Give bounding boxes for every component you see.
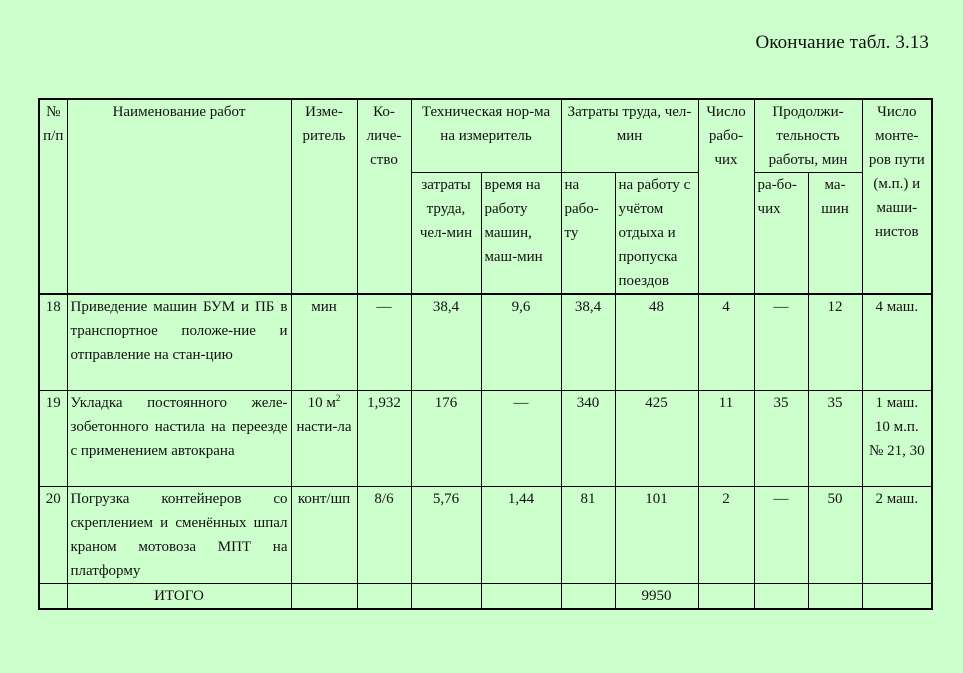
total-num-cell	[39, 583, 67, 609]
table-row	[39, 294, 932, 390]
row-dur-machines: 50	[808, 486, 862, 583]
row-measure-value: 10 м	[307, 394, 336, 411]
header-labor-rest: на работу с учётом отдыха и пропуска поездов	[615, 173, 698, 295]
row-dur-machines: 35	[808, 390, 862, 486]
row-num: 18	[39, 294, 67, 390]
header-labor-work: на рабо-ту	[561, 173, 615, 295]
header-measure: Изме-ритель	[291, 99, 357, 294]
row-labor-work: 340	[561, 390, 615, 486]
header-name: Наименование работ	[67, 99, 291, 294]
table-row	[39, 390, 932, 486]
row-crew-numbers: № 21, 30	[869, 442, 925, 459]
header-dur-machines: ма-шин	[808, 173, 862, 295]
row-tech-machine: 1,44	[481, 486, 561, 583]
total-row	[39, 583, 932, 609]
total-empty-cell	[808, 583, 862, 609]
row-workers: 11	[698, 390, 754, 486]
row-tech-labor: 5,76	[411, 486, 481, 583]
row-measure: мин	[291, 294, 357, 390]
row-name: Приведение машин БУМ и ПБ в транспортное положе-ние и отправление на стан-цию	[67, 294, 291, 390]
row-crew-workers: 10 м.п.	[874, 418, 919, 435]
row-dur-workers: —	[754, 486, 808, 583]
row-name: Укладка постоянного желе-зобетонного настила на переезде с применением автокрана	[67, 390, 291, 486]
row-num: 20	[39, 486, 67, 583]
total-empty-cell	[754, 583, 808, 609]
row-crew	[862, 390, 932, 486]
header-tech-labor: затраты труда, чел-мин	[411, 173, 481, 295]
row-labor-rest: 425	[615, 390, 698, 486]
row-dur-machines: 12	[808, 294, 862, 390]
header-tech-machine: время на работу машин, маш-мин	[481, 173, 561, 295]
row-tech-machine: —	[481, 390, 561, 486]
total-empty-cell	[357, 583, 411, 609]
row-crew: 4 маш.	[862, 294, 932, 390]
header-crew: Число монте-ров пути (м.п.) и маши-нистов	[862, 99, 932, 294]
row-labor-rest: 101	[615, 486, 698, 583]
total-empty-cell	[291, 583, 357, 609]
table-caption: Окончание табл. 3.13	[755, 32, 929, 53]
total-empty-cell	[862, 583, 932, 609]
row-crew-machinists: 1 маш.	[875, 394, 919, 411]
row-measure-unit: насти-ла	[296, 418, 352, 435]
header-dur-workers: ра-бо-чих	[754, 173, 808, 295]
row-measure	[291, 390, 357, 486]
row-tech-machine: 9,6	[481, 294, 561, 390]
table-row	[39, 486, 932, 583]
total-empty-cell	[411, 583, 481, 609]
row-qty: 1,932	[357, 390, 411, 486]
total-empty-cell	[481, 583, 561, 609]
row-workers: 4	[698, 294, 754, 390]
row-num: 19	[39, 390, 67, 486]
total-label: ИТОГО	[67, 583, 291, 609]
row-tech-labor: 176	[411, 390, 481, 486]
row-labor-work: 81	[561, 486, 615, 583]
total-empty-cell	[561, 583, 615, 609]
row-labor-rest: 48	[615, 294, 698, 390]
header-tech-norm: Техническая нор-ма на измеритель	[411, 99, 561, 173]
row-crew: 2 маш.	[862, 486, 932, 583]
total-labor-rest: 9950	[615, 583, 698, 609]
header-num: № п/п	[39, 99, 67, 294]
row-labor-work: 38,4	[561, 294, 615, 390]
row-measure: конт/шп	[291, 486, 357, 583]
row-qty: 8/6	[357, 486, 411, 583]
row-measure-sup: 2	[335, 392, 341, 403]
row-qty: —	[357, 294, 411, 390]
total-empty-cell	[698, 583, 754, 609]
row-dur-workers: 35	[754, 390, 808, 486]
row-dur-workers: —	[754, 294, 808, 390]
row-name: Погрузка контейнеров со скреплением и сменённых шпал краном мотовоза МПТ на платформу	[67, 486, 291, 583]
work-table	[38, 98, 933, 610]
header-duration: Продолжи-тельность работы, мин	[754, 99, 862, 173]
header-labor: Затраты труда, чел-мин	[561, 99, 698, 173]
row-workers: 2	[698, 486, 754, 583]
header-workers: Число рабо-чих	[698, 99, 754, 294]
header-quantity: Ко-личе-ство	[357, 99, 411, 294]
row-tech-labor: 38,4	[411, 294, 481, 390]
